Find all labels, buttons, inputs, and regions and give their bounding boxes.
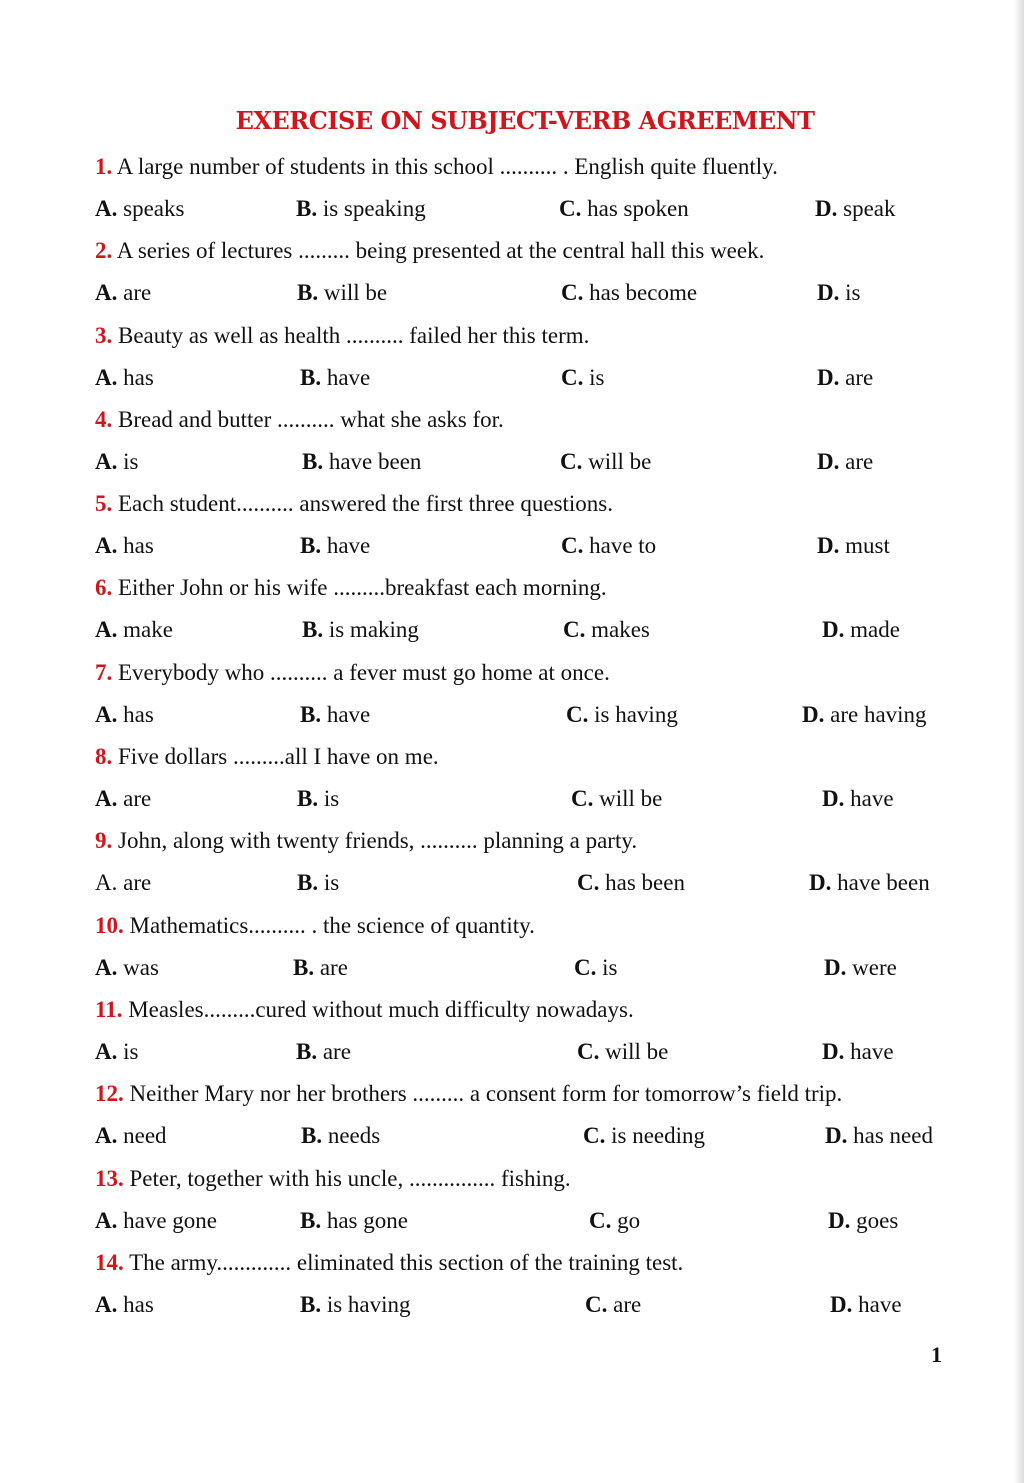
answer-option-d bbox=[817, 365, 873, 391]
answer-option-b bbox=[300, 702, 370, 728]
answer-option-a bbox=[95, 280, 151, 306]
option-text: is bbox=[123, 448, 139, 474]
answer-option-d bbox=[809, 870, 930, 896]
option-text: makes bbox=[591, 617, 650, 643]
option-text: has bbox=[123, 701, 154, 727]
option-letter: A. bbox=[95, 617, 118, 643]
option-text: has bbox=[123, 533, 154, 559]
option-letter: B. bbox=[300, 701, 322, 727]
question-text: Bread and butter .......... what she asks for. bbox=[118, 406, 504, 432]
option-letter: C. bbox=[589, 1207, 612, 1233]
question-text-line bbox=[95, 997, 634, 1023]
option-text: was bbox=[123, 954, 159, 980]
answer-option-c bbox=[583, 1123, 705, 1149]
question-number: 12. bbox=[95, 1081, 124, 1107]
answer-option-b bbox=[297, 280, 387, 306]
option-letter: A. bbox=[95, 870, 118, 896]
option-letter: D. bbox=[822, 1038, 845, 1064]
option-text: is bbox=[845, 280, 861, 306]
option-letter: D. bbox=[817, 280, 840, 306]
question-text: Beauty as well as health .......... failed her this term. bbox=[118, 322, 590, 348]
answer-option-a bbox=[95, 617, 173, 643]
option-text: needs bbox=[327, 1123, 381, 1149]
answer-option-a bbox=[95, 196, 184, 222]
option-text: has become bbox=[589, 280, 698, 306]
answer-options bbox=[95, 449, 975, 479]
option-text: have bbox=[850, 786, 894, 812]
option-letter: D. bbox=[824, 954, 847, 980]
question-item bbox=[95, 1162, 975, 1246]
option-text: are bbox=[845, 448, 874, 474]
option-letter: C. bbox=[563, 617, 586, 643]
option-text: is bbox=[123, 1038, 139, 1064]
question-text-line bbox=[95, 407, 504, 433]
option-letter: A. bbox=[95, 448, 118, 474]
question-text: Mathematics.......... . the science of quantity. bbox=[129, 912, 535, 938]
option-letter: A. bbox=[95, 954, 118, 980]
answer-option-d bbox=[822, 617, 900, 643]
answer-options bbox=[95, 1208, 975, 1238]
option-letter: A. bbox=[95, 280, 118, 306]
option-text: will be bbox=[588, 448, 652, 474]
question-text-line bbox=[95, 575, 607, 601]
answer-option-a bbox=[95, 955, 159, 981]
option-text: have gone bbox=[123, 1207, 218, 1233]
option-text: is bbox=[589, 364, 605, 390]
question-text-line bbox=[95, 744, 439, 770]
option-text: has need bbox=[853, 1123, 933, 1149]
answer-option-c bbox=[560, 449, 651, 475]
option-text: has gone bbox=[326, 1207, 408, 1233]
question-item bbox=[95, 234, 975, 318]
answer-option-d bbox=[802, 702, 927, 728]
option-letter: D. bbox=[815, 196, 838, 221]
question-text: Neither Mary nor her brothers ......... a consent form for tomorrow’s field trip. bbox=[129, 1081, 843, 1107]
answer-options bbox=[95, 955, 975, 985]
option-letter: C. bbox=[577, 870, 600, 896]
answer-option-a bbox=[95, 365, 154, 391]
question-list bbox=[95, 150, 975, 1330]
answer-option-d bbox=[830, 1292, 902, 1318]
option-text: is bbox=[602, 954, 618, 980]
answer-option-b bbox=[296, 1039, 351, 1065]
option-letter: D. bbox=[817, 364, 840, 390]
option-text: are bbox=[613, 1291, 642, 1317]
question-text-line bbox=[95, 238, 764, 264]
answer-option-b bbox=[293, 955, 348, 981]
answer-options bbox=[95, 365, 975, 395]
answer-option-c bbox=[561, 365, 604, 391]
page-edge-shadow bbox=[1014, 0, 1024, 1483]
question-number: 6. bbox=[95, 575, 113, 601]
answer-option-b bbox=[300, 533, 370, 559]
answer-option-b bbox=[296, 196, 426, 222]
option-letter: C. bbox=[559, 196, 582, 221]
option-letter: A. bbox=[95, 786, 118, 812]
answer-option-a bbox=[95, 1123, 167, 1149]
question-text: Five dollars .........all I have on me. bbox=[118, 744, 439, 770]
question-number: 8. bbox=[95, 744, 113, 770]
option-text: have bbox=[326, 364, 371, 390]
question-item bbox=[95, 993, 975, 1077]
option-text: need bbox=[123, 1123, 167, 1149]
option-text: go bbox=[617, 1207, 641, 1233]
option-letter: B. bbox=[297, 870, 319, 896]
option-text: have been bbox=[837, 870, 930, 896]
option-letter: A. bbox=[95, 1123, 118, 1149]
question-item bbox=[95, 824, 975, 908]
question-text-line bbox=[95, 1250, 683, 1276]
answer-option-b bbox=[301, 1123, 380, 1149]
option-letter: D. bbox=[817, 448, 840, 474]
question-item bbox=[95, 909, 975, 993]
option-letter: B. bbox=[300, 1207, 322, 1233]
answer-option-c bbox=[559, 196, 689, 222]
answer-option-c bbox=[561, 533, 656, 559]
option-letter: B. bbox=[302, 448, 324, 474]
option-letter: B. bbox=[297, 280, 319, 306]
page-number: 1 bbox=[931, 1342, 942, 1367]
option-text: have to bbox=[589, 533, 657, 559]
question-item bbox=[95, 403, 975, 487]
option-letter: C. bbox=[566, 701, 589, 727]
question-item bbox=[95, 656, 975, 740]
answer-option-a bbox=[95, 1039, 138, 1065]
option-text: have bbox=[326, 701, 371, 727]
option-letter: C. bbox=[577, 1038, 600, 1064]
question-number: 3. bbox=[95, 322, 113, 348]
question-text: A large number of students in this school .......... . English quite fluently. bbox=[116, 154, 778, 179]
answer-option-a bbox=[95, 786, 151, 812]
question-number: 2. bbox=[95, 238, 113, 264]
question-text-line bbox=[95, 323, 589, 349]
option-letter: B. bbox=[300, 533, 322, 559]
answer-option-a bbox=[95, 1292, 154, 1318]
answer-option-d bbox=[817, 280, 860, 306]
answer-option-d bbox=[815, 196, 896, 222]
answer-option-c bbox=[561, 280, 697, 306]
option-text: must bbox=[845, 533, 890, 559]
option-text: are bbox=[123, 280, 152, 306]
option-text: are bbox=[845, 364, 874, 390]
answer-option-b bbox=[302, 617, 419, 643]
option-letter: A. bbox=[95, 1291, 118, 1317]
answer-option-b bbox=[297, 870, 339, 896]
answer-option-c bbox=[571, 786, 662, 812]
option-letter: A. bbox=[95, 1038, 118, 1064]
option-text: will be bbox=[605, 1038, 669, 1064]
answer-option-d bbox=[822, 1039, 894, 1065]
option-letter: D. bbox=[825, 1123, 848, 1149]
option-letter: B. bbox=[293, 954, 315, 980]
option-text: have been bbox=[328, 448, 422, 474]
answer-option-d bbox=[817, 449, 873, 475]
option-text: is having bbox=[594, 701, 678, 727]
option-text: have bbox=[326, 533, 371, 559]
answer-option-b bbox=[300, 365, 370, 391]
answer-option-d bbox=[824, 955, 897, 981]
option-letter: C. bbox=[574, 954, 597, 980]
option-text: are bbox=[123, 786, 152, 812]
answer-option-c bbox=[589, 1208, 640, 1234]
answer-option-c bbox=[563, 617, 650, 643]
question-text-line bbox=[95, 1166, 571, 1192]
answer-option-b bbox=[302, 449, 421, 475]
option-text: has bbox=[123, 1291, 154, 1317]
question-item bbox=[95, 487, 975, 571]
option-text: goes bbox=[856, 1207, 899, 1233]
option-text: made bbox=[850, 617, 900, 643]
question-item bbox=[95, 1077, 975, 1161]
answer-option-c bbox=[566, 702, 678, 728]
option-letter: B. bbox=[300, 364, 322, 390]
answer-option-c bbox=[574, 955, 617, 981]
option-letter: A. bbox=[95, 533, 118, 559]
question-text: The army............. eliminated this section of the training test. bbox=[129, 1249, 684, 1275]
answer-options bbox=[95, 1292, 975, 1322]
question-item bbox=[95, 319, 975, 403]
option-text: is needing bbox=[611, 1123, 706, 1149]
option-text: make bbox=[123, 617, 173, 643]
answer-option-d bbox=[822, 786, 894, 812]
option-letter: C. bbox=[561, 280, 584, 306]
option-letter: D. bbox=[809, 870, 832, 896]
answer-option-b bbox=[300, 1292, 411, 1318]
option-text: will be bbox=[599, 786, 663, 812]
answer-options bbox=[95, 280, 975, 310]
question-text-line bbox=[95, 491, 613, 517]
option-letter: D. bbox=[828, 1207, 851, 1233]
question-number: 10. bbox=[95, 912, 124, 938]
option-text: is having bbox=[326, 1291, 411, 1317]
question-item bbox=[95, 740, 975, 824]
question-item bbox=[95, 150, 975, 234]
answer-option-d bbox=[825, 1123, 933, 1149]
answer-options bbox=[95, 870, 975, 900]
option-letter: D. bbox=[822, 617, 845, 643]
option-text: are bbox=[319, 954, 348, 980]
option-text: is making bbox=[328, 617, 419, 643]
option-text: has been bbox=[605, 870, 685, 896]
answer-option-c bbox=[585, 1292, 641, 1318]
page-title: EXERCISE ON SUBJECT-VERB AGREEMENT bbox=[235, 106, 815, 135]
question-item bbox=[95, 1246, 975, 1330]
option-letter: A. bbox=[95, 1207, 118, 1233]
option-text: are bbox=[322, 1038, 351, 1064]
option-letter: D. bbox=[817, 533, 840, 559]
option-text: has spoken bbox=[587, 196, 689, 221]
question-text: Peter, together with his uncle, ............... fishing. bbox=[129, 1165, 571, 1191]
question-text: Measles.........cured without much difficulty nowadays. bbox=[128, 996, 634, 1022]
question-text-line bbox=[95, 660, 610, 686]
option-text: were bbox=[852, 954, 897, 980]
answer-option-a bbox=[95, 449, 138, 475]
option-letter: B. bbox=[302, 617, 324, 643]
answer-option-a bbox=[95, 870, 151, 896]
option-text: are having bbox=[830, 701, 927, 727]
option-text: speak bbox=[843, 196, 896, 221]
option-letter: B. bbox=[296, 196, 318, 221]
option-letter: C. bbox=[560, 448, 583, 474]
answer-options bbox=[95, 196, 975, 226]
question-number: 4. bbox=[95, 406, 113, 432]
answer-option-d bbox=[828, 1208, 898, 1234]
question-text: Everybody who .......... a fever must go home at once. bbox=[118, 659, 610, 685]
answer-option-a bbox=[95, 533, 154, 559]
option-letter: B. bbox=[296, 1038, 318, 1064]
question-number: 9. bbox=[95, 828, 113, 854]
option-text: have bbox=[858, 1291, 902, 1317]
option-text: is bbox=[323, 786, 340, 812]
option-text: have bbox=[850, 1038, 894, 1064]
option-letter: A. bbox=[95, 196, 118, 221]
answer-option-c bbox=[577, 870, 685, 896]
option-letter: C. bbox=[571, 786, 594, 812]
answer-option-d bbox=[817, 533, 890, 559]
option-letter: C. bbox=[585, 1291, 608, 1317]
question-number: 1. bbox=[95, 154, 113, 179]
question-text: John, along with twenty friends, .......... planning a party. bbox=[118, 828, 638, 854]
answer-options bbox=[95, 786, 975, 816]
option-letter: B. bbox=[300, 1291, 322, 1317]
answer-options bbox=[95, 702, 975, 732]
answer-options bbox=[95, 533, 975, 563]
option-text: is speaking bbox=[322, 196, 426, 221]
answer-option-b bbox=[300, 1208, 408, 1234]
option-text: are bbox=[123, 870, 152, 896]
question-item bbox=[95, 571, 975, 655]
option-letter: B. bbox=[297, 786, 319, 812]
answer-option-a bbox=[95, 702, 154, 728]
option-letter: B. bbox=[301, 1123, 323, 1149]
option-text: will be bbox=[323, 280, 388, 306]
option-text: speaks bbox=[123, 196, 185, 221]
option-text: is bbox=[323, 870, 340, 896]
answer-options bbox=[95, 1039, 975, 1069]
answer-option-b bbox=[297, 786, 339, 812]
option-letter: D. bbox=[822, 786, 845, 812]
answer-option-c bbox=[577, 1039, 668, 1065]
question-text: Either John or his wife .........breakfast each morning. bbox=[118, 575, 607, 601]
question-text-line bbox=[95, 828, 637, 854]
question-number: 11. bbox=[95, 996, 123, 1022]
option-text: has bbox=[123, 364, 154, 390]
question-text-line bbox=[95, 154, 778, 180]
option-letter: C. bbox=[561, 364, 584, 390]
option-letter: C. bbox=[561, 533, 584, 559]
question-text-line bbox=[95, 1081, 842, 1107]
option-letter: A. bbox=[95, 701, 118, 727]
answer-option-a bbox=[95, 1208, 217, 1234]
option-letter: A. bbox=[95, 364, 118, 390]
question-number: 7. bbox=[95, 659, 113, 685]
question-number: 5. bbox=[95, 491, 113, 517]
option-letter: D. bbox=[802, 701, 825, 727]
option-letter: D. bbox=[830, 1291, 853, 1317]
option-letter: C. bbox=[583, 1123, 606, 1149]
answer-options bbox=[95, 617, 975, 647]
question-text: A series of lectures ......... being presented at the central hall this week. bbox=[116, 238, 765, 264]
question-number: 14. bbox=[95, 1249, 124, 1275]
question-number: 13. bbox=[95, 1165, 124, 1191]
answer-options bbox=[95, 1123, 975, 1153]
question-text: Each student.......... answered the first three questions. bbox=[118, 491, 614, 517]
question-text-line bbox=[95, 913, 535, 939]
